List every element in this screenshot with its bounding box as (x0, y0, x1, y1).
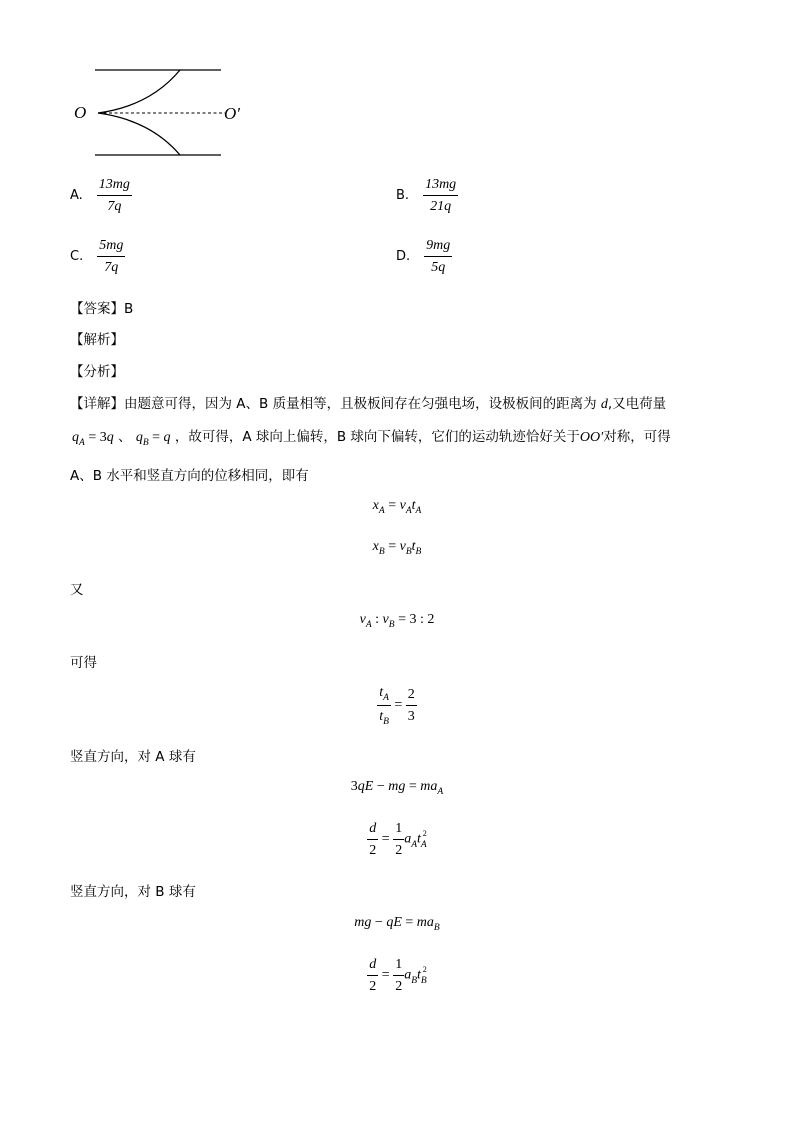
option-a (70, 176, 132, 215)
detail-line-1 (70, 392, 666, 413)
detail-line-3: A、B 水平和竖直方向的位移相同，即有 (70, 468, 309, 484)
detail-tag: 【详解】 (70, 396, 124, 412)
option-d (396, 237, 452, 276)
eq-displacement-b: $\frac{d}{2}$ = $\frac{1}{2}$ $a_Bt_B^2$ (369, 957, 427, 994)
vertical-a-text: 竖直方向，对 A 球有 (70, 749, 196, 765)
detail-line-2-end: 对称，可得 (603, 429, 671, 445)
option-b (396, 176, 458, 215)
trajectory-b (98, 113, 180, 155)
option-b-label: B. (396, 188, 410, 203)
answer-tag: 【答案】 (70, 301, 124, 317)
option-a-den: 7q (107, 199, 122, 214)
option-d-fraction (424, 237, 452, 276)
detail-line-2-text: ，故可得，A 球向上偏转，B 球向下偏转，它们的运动轨迹恰好关于 (174, 429, 580, 445)
option-a-num: 13mg (97, 176, 132, 196)
option-d-num: 9mg (424, 237, 452, 257)
option-c-label: C. (70, 249, 84, 264)
eq-force-a: 3qE − mg = $ma_A$ (350, 779, 444, 797)
option-a-fraction (97, 176, 132, 215)
answer-value: B (124, 301, 134, 317)
you-text: 又 (70, 582, 84, 598)
vertical-b-text: 竖直方向，对 B 球有 (70, 884, 196, 900)
detail-line-1-end: ,又电荷量 (607, 396, 667, 412)
eq-xb: $x_B = v_Bt_B$ (372, 539, 422, 557)
eq-velocity-ratio: $v_A$ : $v_B = 3$ : 2 (359, 612, 435, 630)
eq-displacement-a: $\frac{d}{2}$ = $\frac{1}{2}$ $a_At_A^2$ (369, 821, 427, 858)
option-b-num: 13mg (423, 176, 458, 196)
eq-time-ratio: $\frac{t_A}{t_B}$ = $\frac{2}{3}$ (379, 685, 415, 727)
detail-var-d: d (600, 397, 608, 412)
option-c-den: 7q (104, 260, 119, 275)
charge-qb: $q_B = q$ (135, 430, 171, 448)
option-c-fraction (97, 237, 125, 276)
time-ratio-lhs: $\frac{t_A}{t_B}$ (379, 685, 389, 727)
label-o-prime: O′ (224, 104, 240, 123)
option-b-den: 21q (430, 199, 452, 214)
jiexi-heading: 【解析】 (70, 332, 124, 348)
fenxi-heading: 【分析】 (70, 364, 124, 380)
option-d-label: D. (396, 249, 411, 264)
label-o: O (74, 103, 87, 122)
detail-line-1-text: 由题意可得，因为 A、B 质量相等，且极板间存在匀强电场，设极板间的距离为 (124, 396, 597, 412)
option-d-den: 5q (431, 260, 446, 275)
detail-line-2: $q_A = 3q$ 、 $q_B = q$ ，故可得，A 球向上偏转，B 球向下偏转，它们的运动轨迹恰好关于OO′对称，可得 (72, 429, 671, 448)
option-a-label: A. (70, 188, 83, 203)
detail-oo: OO′ (579, 430, 604, 445)
option-c (70, 237, 125, 276)
option-c-num: 5mg (97, 237, 125, 257)
kede-text: 可得 (70, 655, 97, 671)
time-ratio-rhs: $\frac{2}{3}$ (407, 687, 415, 724)
trajectory-a (98, 70, 180, 113)
eq-force-b: mg − qE = $ma_B$ (354, 915, 440, 933)
option-b-fraction (423, 176, 458, 215)
answer-line (70, 297, 133, 317)
eq-xa: $x_A = v_At_A$ (372, 498, 422, 516)
plates-diagram (70, 60, 270, 170)
charge-qa: $q_A = 3q$ (72, 430, 114, 448)
